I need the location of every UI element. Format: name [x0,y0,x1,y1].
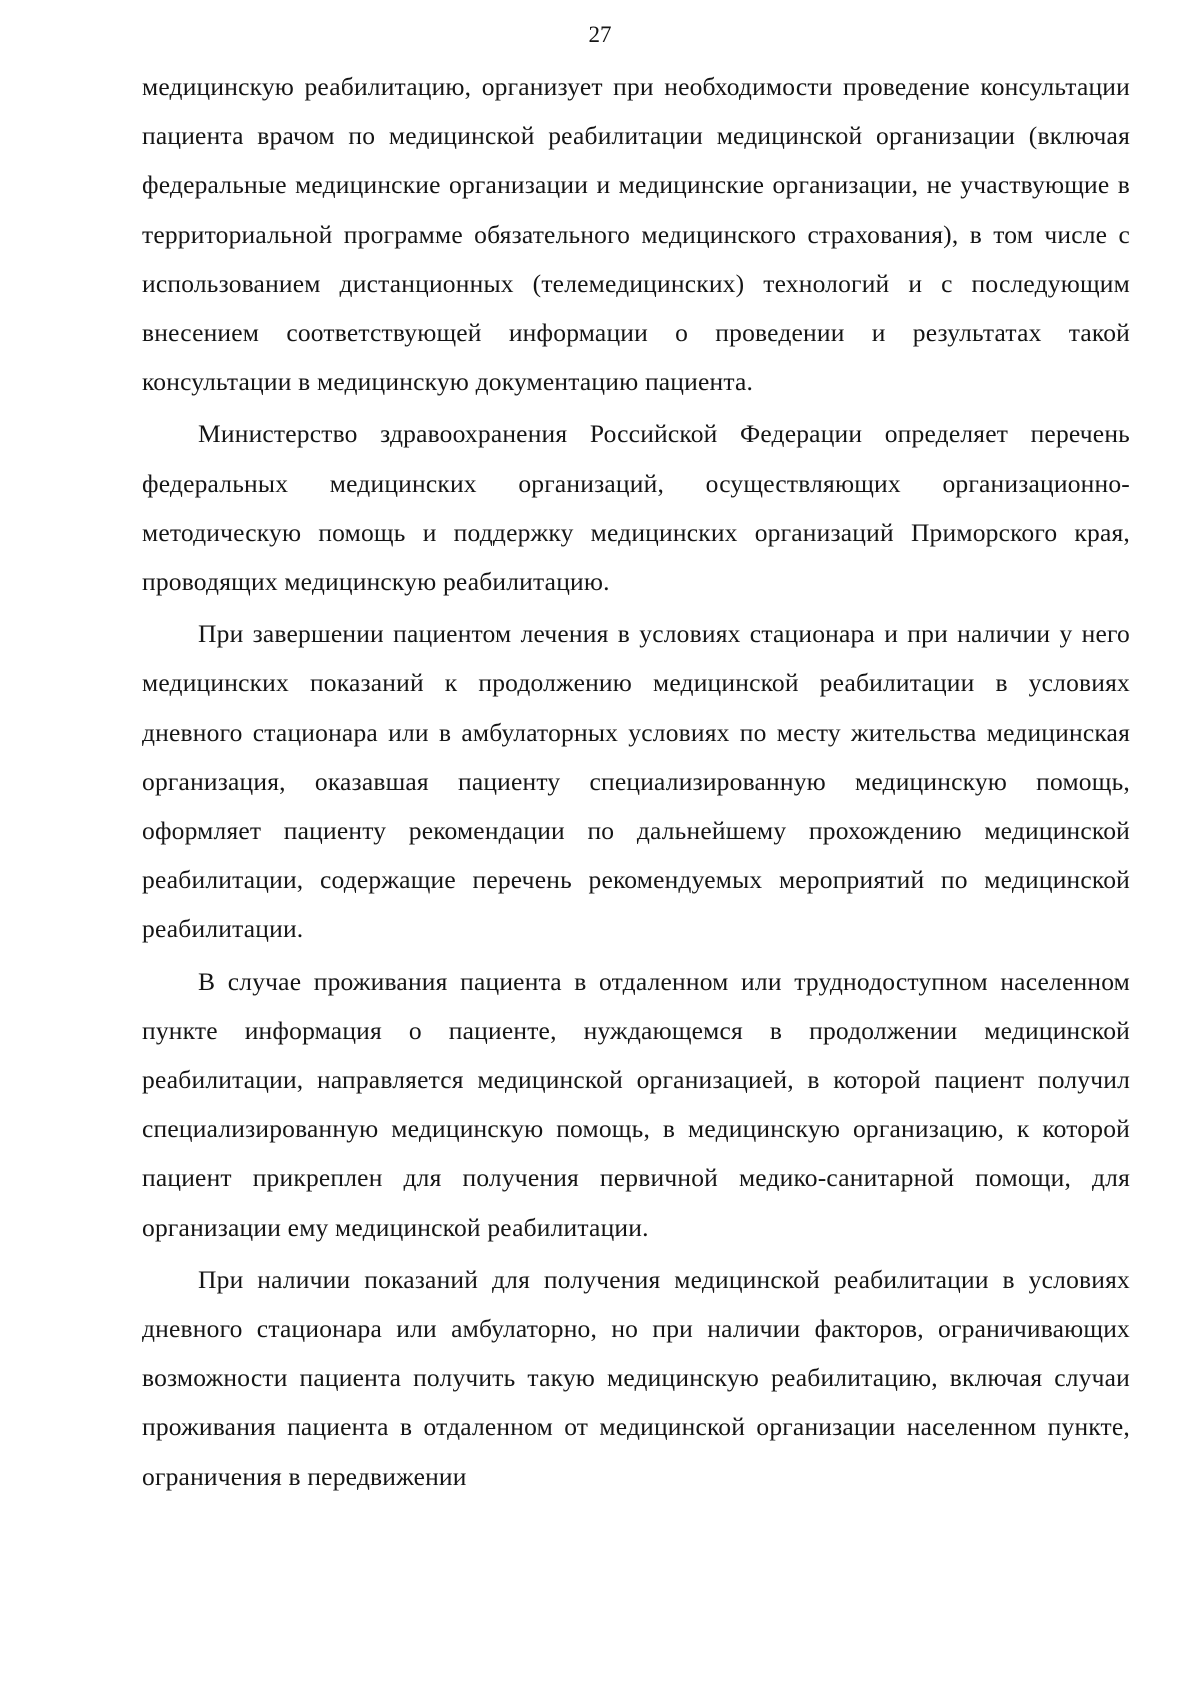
paragraph-limiting-factors: При наличии показаний для получения медицинской реабилитации в условиях дневного стационара или амбулаторно, но при наличии факторов, ограничивающих возможности пациента получить такую медицинскую реабилитацию, включая случаи проживания пациента в отдаленном от медицинской организации населенном пункте, ограничения в передвижении [142,1264,1130,1491]
paragraph-remote-residence: В случае проживания пациента в отдаленном или труднодоступном населенном пункте информация о пациенте, нуждающемся в продолжении медицинской реабилитации, направляется медицинской организацией, в которой пациент получил специализированную медицинскую помощь, в медицинскую организацию, к которой пациент прикреплен для получения первичной медико-санитарной помощи, для организации ему медицинской реабилитации. [142,966,1130,1242]
page-number: 27 [588,22,612,47]
paragraph-ministry: Министерство здравоохранения Российской Федерации определяет перечень федеральных медицинских организаций, осуществляющих организационно-методическую помощь и поддержку медицинских организаций Приморского края, проводящих медицинскую реабилитацию. [142,419,1130,597]
paragraph-discharge-recommendations: При завершении пациентом лечения в условиях стационара и при наличии у него медицинских показаний к продолжению медицинской реабилитации в условиях дневного стационара или в амбулаторных условиях по месту жительства медицинская организация, оказавшая пациенту специализированную медицинскую помощь, оформляет пациенту рекомендации по дальнейшему прохождению медицинской реабилитации, содержащие перечень рекомендуемых мероприятий по медицинской реабилитации. [142,619,1130,944]
document-body [142,62,1130,1501]
paragraph-continuation: медицинскую реабилитацию, организует при необходимости проведение консультации пациента врачом по медицинской реабилитации медицинской организации (включая федеральные медицинские организации и медицинские организации, не участвующие в территориальной программе обязательного медицинского страхования), в том числе с использованием дистанционных (телемедицинских) технологий и с последующим внесением соответствующей информации о проведении и результатах такой консультации в медицинскую документацию пациента. [142,72,1130,397]
